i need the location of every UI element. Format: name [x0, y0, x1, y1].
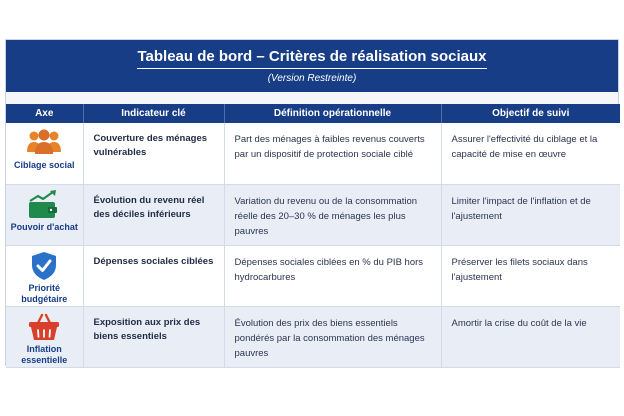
objectif-cell: Limiter l'impact de l'inflation et de l'ajustement [441, 184, 620, 245]
wallet-growth-icon [8, 190, 81, 220]
objectif-cell: Préserver les filets sociaux dans l'ajustement [441, 245, 620, 306]
objectif-cell: Assurer l'effectivité du ciblage et la capacité de mise en œuvre [441, 123, 620, 184]
column-header-axe: Axe [6, 104, 83, 123]
table-header-row [6, 104, 620, 123]
column-header-definition: Définition opérationnelle [224, 104, 441, 123]
criteria-table [6, 104, 620, 368]
dashboard-header [6, 40, 618, 92]
axe-cell [6, 184, 83, 245]
indicateur-cell: Exposition aux prix des biens essentiels [83, 306, 224, 367]
people-group-icon [8, 128, 81, 158]
shopping-basket-icon [8, 312, 81, 342]
axe-cell [6, 123, 83, 184]
axe-label: Pouvoir d'achat [10, 221, 78, 232]
table-row [6, 184, 620, 245]
indicateur-cell: Évolution du revenu réel des déciles inférieurs [83, 184, 224, 245]
column-header-indicateur: Indicateur clé [83, 104, 224, 123]
indicateur-cell: Dépenses sociales ciblées [83, 245, 224, 306]
definition-cell: Dépenses sociales ciblées en % du PIB hors hydrocarbures [224, 245, 441, 306]
table-row [6, 306, 620, 367]
shield-check-icon [8, 251, 81, 281]
axe-label: Ciblage social [13, 160, 75, 170]
objectif-cell: Amortir la crise du coût de la vie [441, 306, 620, 367]
table-row [6, 245, 620, 306]
axe-cell [6, 306, 83, 367]
page-title: Tableau de bord – Critères de réalisation sociaux [137, 48, 486, 69]
axe-label: Priorité budgétaire [21, 282, 68, 304]
table-row [6, 123, 620, 184]
definition-cell: Part des ménages à faibles revenus couverts par un dispositif de protection sociale ciblé [224, 123, 441, 184]
definition-cell: Variation du revenu ou de la consommation réelle des 20–30 % de ménages les plus pauvres [224, 184, 441, 245]
axe-cell [6, 245, 83, 306]
indicateur-cell: Couverture des ménages vulnérables [83, 123, 224, 184]
dashboard-card [5, 39, 619, 366]
axe-label: Inflation essentielle [21, 343, 68, 365]
page-subtitle: (Version Restreinte) [267, 73, 357, 84]
definition-cell: Évolution des prix des biens essentiels pondérés par la consommation des ménages pauvres [224, 306, 441, 367]
column-header-objectif: Objectif de suivi [441, 104, 620, 123]
